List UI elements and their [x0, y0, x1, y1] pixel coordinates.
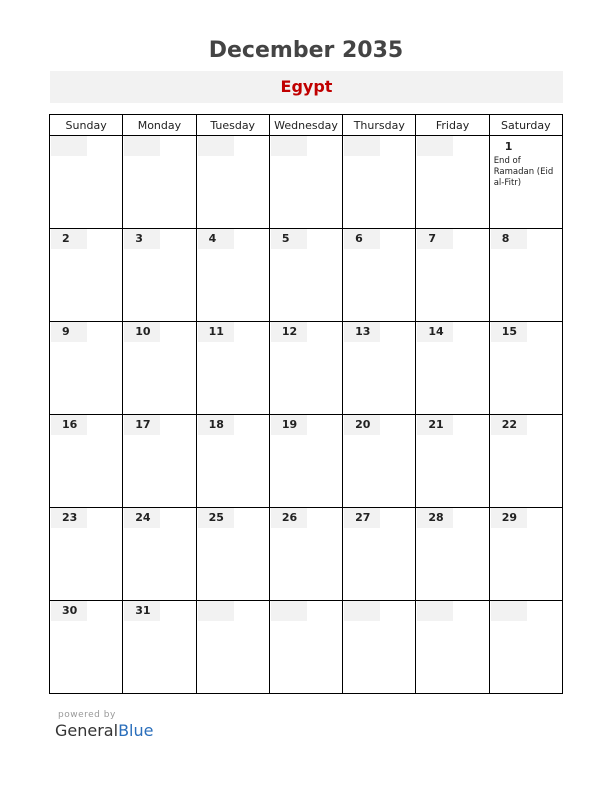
day-number: 29	[491, 508, 527, 528]
day-number: 16	[51, 415, 87, 435]
day-cell[interactable]	[343, 415, 416, 508]
day-number: 22	[491, 415, 527, 435]
empty-day-marker	[124, 136, 160, 156]
holiday-label: End of Ramadan (Eid al-Fitr)	[493, 156, 554, 188]
day-cell[interactable]	[196, 508, 269, 601]
country-name: Egypt	[50, 71, 563, 103]
day-cell[interactable]	[50, 229, 123, 322]
brand-blue: Blue	[118, 721, 154, 740]
day-number: 19	[271, 415, 307, 435]
day-cell[interactable]	[489, 508, 562, 601]
day-cell[interactable]	[123, 229, 196, 322]
day-number: 25	[198, 508, 234, 528]
day-cell[interactable]	[50, 508, 123, 601]
day-cell[interactable]	[196, 322, 269, 415]
weekday-header: Sunday	[50, 115, 123, 136]
day-cell[interactable]	[196, 415, 269, 508]
day-number: 20	[344, 415, 380, 435]
empty-day-marker	[344, 136, 380, 156]
day-cell[interactable]	[416, 229, 489, 322]
weekday-header: Wednesday	[269, 115, 342, 136]
day-cell[interactable]	[416, 136, 489, 229]
day-number: 18	[198, 415, 234, 435]
day-number: 13	[344, 322, 380, 342]
day-number: 2	[51, 229, 87, 249]
week-row	[50, 136, 563, 229]
day-cell[interactable]	[489, 136, 562, 229]
week-row	[50, 415, 563, 508]
day-cell[interactable]	[489, 601, 562, 694]
day-cell[interactable]	[196, 229, 269, 322]
day-number: 28	[417, 508, 453, 528]
empty-day-marker	[417, 136, 453, 156]
day-cell[interactable]	[269, 415, 342, 508]
generalblue-logo[interactable]	[55, 721, 153, 740]
day-number: 3	[124, 229, 160, 249]
day-cell[interactable]	[269, 322, 342, 415]
weekday-header: Thursday	[343, 115, 416, 136]
empty-day-marker	[491, 601, 527, 621]
day-cell[interactable]	[50, 601, 123, 694]
day-cell[interactable]	[123, 601, 196, 694]
month-calendar-grid	[49, 114, 563, 694]
day-cell[interactable]	[123, 136, 196, 229]
weekday-header: Tuesday	[196, 115, 269, 136]
day-number: 24	[124, 508, 160, 528]
week-row	[50, 229, 563, 322]
day-cell[interactable]	[489, 229, 562, 322]
empty-day-marker	[51, 136, 87, 156]
day-cell[interactable]	[343, 136, 416, 229]
weekday-header: Friday	[416, 115, 489, 136]
day-number: 5	[271, 229, 307, 249]
day-number: 15	[491, 322, 527, 342]
day-cell[interactable]	[269, 601, 342, 694]
day-number: 14	[417, 322, 453, 342]
day-cell[interactable]	[50, 322, 123, 415]
day-number: 11	[198, 322, 234, 342]
weekday-header: Monday	[123, 115, 196, 136]
day-number: 9	[51, 322, 87, 342]
day-number: 26	[271, 508, 307, 528]
day-number: 30	[51, 601, 87, 621]
empty-day-marker	[198, 136, 234, 156]
day-cell[interactable]	[416, 508, 489, 601]
day-cell[interactable]	[123, 508, 196, 601]
empty-day-marker	[271, 601, 307, 621]
day-number: 7	[417, 229, 453, 249]
day-number: 4	[198, 229, 234, 249]
day-cell[interactable]	[343, 322, 416, 415]
day-number: 8	[491, 229, 527, 249]
day-cell[interactable]	[196, 601, 269, 694]
day-number: 27	[344, 508, 380, 528]
day-cell[interactable]	[489, 322, 562, 415]
day-number: 12	[271, 322, 307, 342]
week-row	[50, 601, 563, 694]
day-cell[interactable]	[416, 601, 489, 694]
day-cell[interactable]	[343, 508, 416, 601]
day-number: 31	[124, 601, 160, 621]
day-number: 21	[417, 415, 453, 435]
weekday-header-row	[50, 115, 563, 136]
day-number: 1	[504, 140, 513, 153]
empty-day-marker	[417, 601, 453, 621]
calendar-body	[50, 136, 563, 694]
day-cell[interactable]	[416, 415, 489, 508]
day-number: 10	[124, 322, 160, 342]
day-number: 6	[344, 229, 380, 249]
day-number: 23	[51, 508, 87, 528]
powered-by-label: powered by	[58, 710, 116, 720]
day-cell[interactable]	[416, 322, 489, 415]
day-number: 17	[124, 415, 160, 435]
day-cell[interactable]	[50, 415, 123, 508]
empty-day-marker	[271, 136, 307, 156]
weekday-header: Saturday	[489, 115, 562, 136]
day-cell[interactable]	[196, 136, 269, 229]
day-cell[interactable]	[269, 136, 342, 229]
empty-day-marker	[344, 601, 380, 621]
week-row	[50, 508, 563, 601]
day-cell[interactable]	[123, 415, 196, 508]
empty-day-marker	[198, 601, 234, 621]
week-row	[50, 322, 563, 415]
day-cell[interactable]	[489, 415, 562, 508]
day-cell[interactable]	[343, 601, 416, 694]
day-cell[interactable]	[269, 508, 342, 601]
day-cell[interactable]	[123, 322, 196, 415]
brand-general: General	[55, 721, 119, 740]
calendar-title: December 2035	[208, 38, 404, 63]
day-cell[interactable]	[50, 136, 123, 229]
day-cell[interactable]	[343, 229, 416, 322]
day-cell[interactable]	[269, 229, 342, 322]
